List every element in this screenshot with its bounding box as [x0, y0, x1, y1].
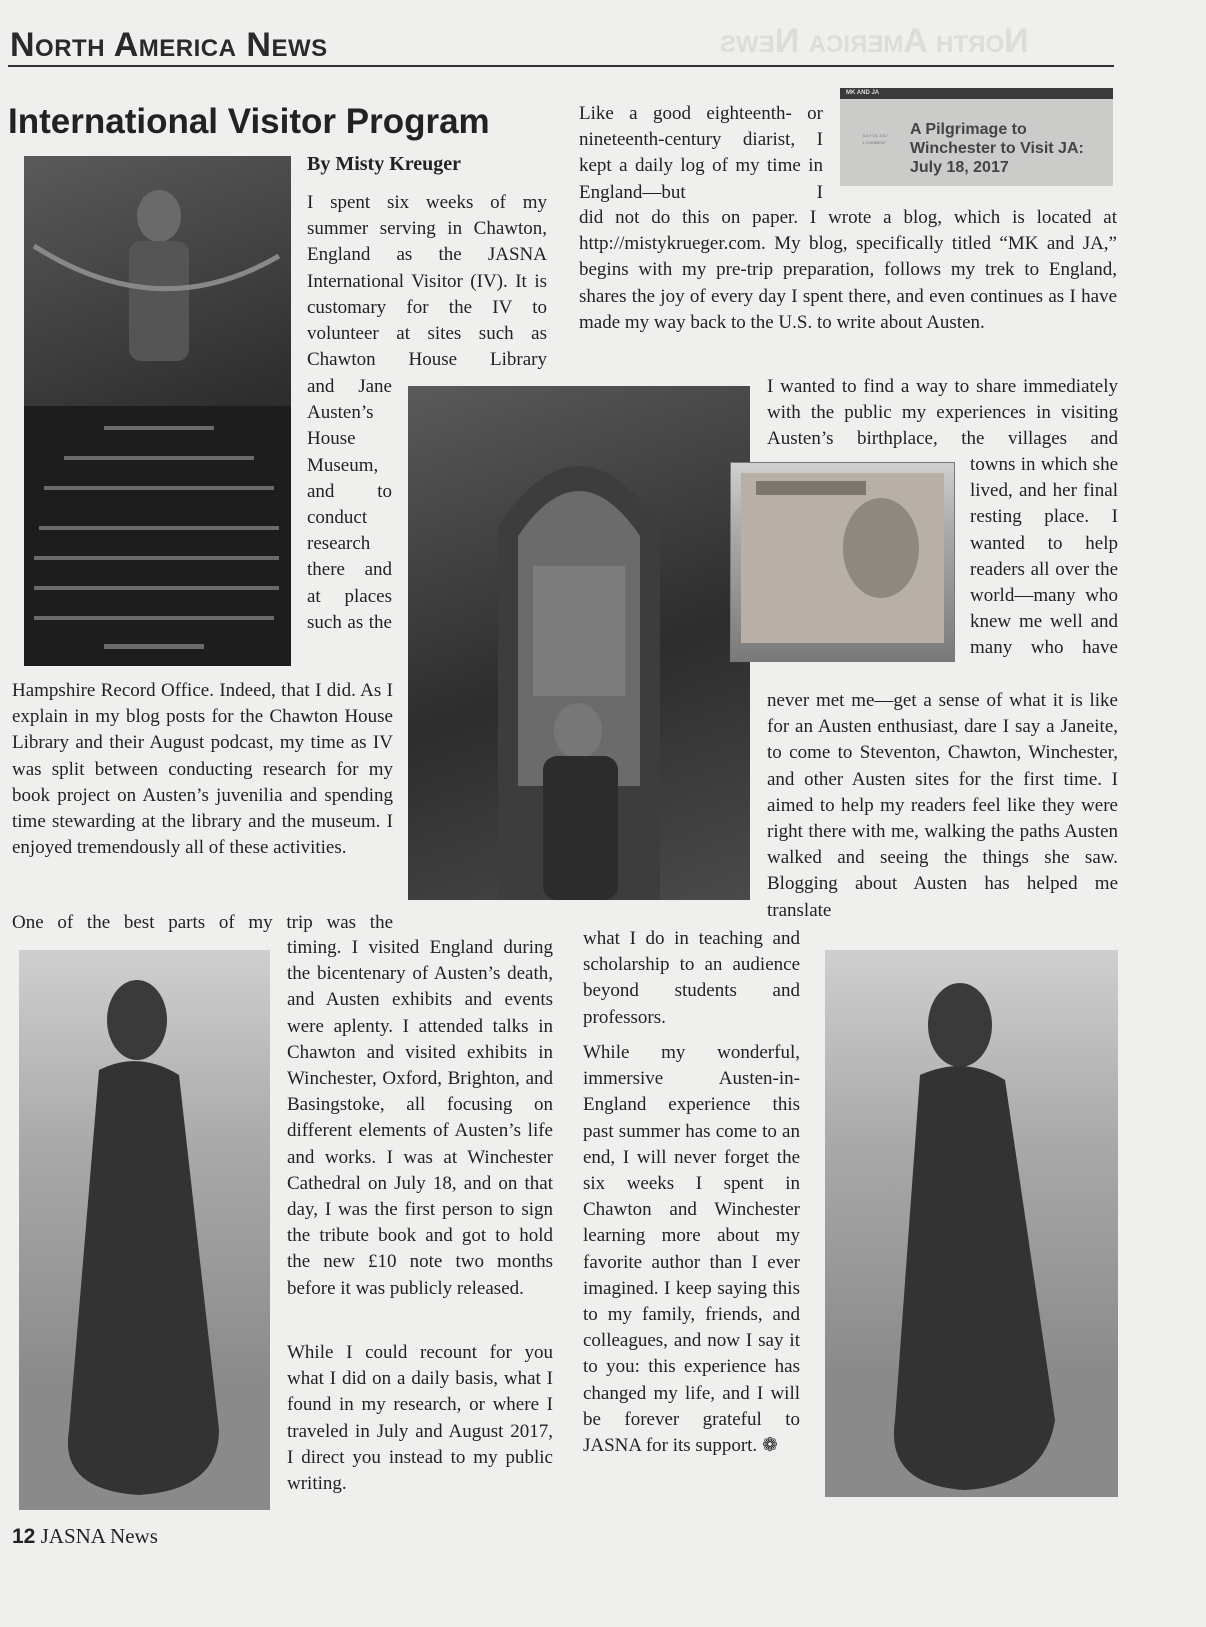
photo-austen-statue-right [825, 950, 1118, 1497]
body-text-b: Hampshire Record Office. Indeed, that I did. As I explain in my blog posts for the Chawton House Library and their August podcast, my time as IV was split between conducting research for my book project on Austen’s juvenilia and spending time stewarding at the library and the museum. I enjoyed tremendously all of these activities. [12, 680, 393, 859]
photo-austen-grave-ledger [24, 156, 291, 666]
byline: By Misty Kreuger [307, 153, 462, 175]
body-text-e1: I wanted to find a way to share immediately with the public my experiences in visiting Austen’s birthplace, the villages and [767, 376, 1118, 450]
blog-post-comments: 1 COMMENT [862, 140, 886, 145]
page-footer [12, 1524, 158, 1549]
blog-post-date: JULY 18, 2017 [862, 133, 889, 138]
article-headline: International Visitor Program [8, 102, 490, 141]
body-text-a2: and Jane Austen’s House Museum, and to conduct research there and at places such as the [307, 376, 392, 633]
blog-post-meta [862, 132, 888, 146]
grave-photo-illustration [24, 156, 291, 666]
cathedral-photo-illustration [408, 386, 750, 900]
body-text-d2: did not do this on paper. I wrote a blog, which is located at http://mistykrueger.com. My blog, specifically titled “MK and JA,” begins with my pre-trip preparation, follows my trek to England, shares the joy of every day I spent there, and even continues as I have made my way back to the U.S. to write about Austen. [579, 207, 1117, 333]
statue-left-illustration [19, 950, 270, 1510]
body-text-e2: towns in which she lived, and her final resting place. I wanted to help readers all over the world—many who knew me well and many who have [970, 454, 1118, 659]
bleed-through-title: North America News [720, 22, 1029, 60]
body-text-e3: never met me—get a sense of what it is like for an Austen enthusiast, dare I say a Janeite, to come to Steventon, Chawton, Winchester, and other Austen sites for the first time. I aimed to help my readers feel like they were right there with me, walking the paths Austen walked and seeing the things she saw. Blogging about Austen has helped me translate [767, 690, 1118, 921]
page-number: 12 [12, 1525, 36, 1548]
body-text-c1: One of the best parts of my trip was the [12, 912, 393, 933]
blog-header-bar: MK AND JA [840, 88, 1113, 99]
section-title: North America News [10, 26, 328, 64]
header-rule [8, 65, 1114, 67]
body-text-c2: timing. I visited England during the bicentenary of Austen’s death, and Austen exhibits and events were aplenty. I attended talks in Chawton and visited exhibits in Winchester, Oxford, Brighton, and Basingstoke, all focusing on different elements of Austen’s life and works. I was at Winchester Cathedral on July 18, and on that day, I was the first person to sign the tribute book and got to hold the new £10 note two months before it was publicly released. [287, 937, 553, 1299]
blog-post-screenshot [840, 88, 1113, 186]
body-text-c3: While I could recount for you what I did on a daily basis, what I found in my research, or where I traveled in July and August 2017, I direct you instead to my public writing. [287, 1342, 553, 1495]
body-text-d1: Like a good eighteenth- or nineteenth-century diarist, I kept a daily log of my time in England—but I [579, 103, 823, 203]
blog-post-title: A Pilgrimage to Winchester to Visit JA: July 18, 2017 [910, 121, 1084, 176]
end-mark-icon: ❁ [761, 1435, 778, 1457]
statue-right-illustration [825, 950, 1118, 1497]
photo-cathedral-memorial-window [408, 386, 750, 900]
body-text-a1: I spent six weeks of my summer serving in Chawton, England as the JASNA International Visitor (IV). It is customary for the IV to volunteer at sites such as Chawton House Library [307, 192, 547, 371]
photo-austen-statue-left [19, 950, 270, 1510]
body-text-f2 [583, 1040, 800, 1459]
body-text-f1: what I do in teaching and scholarship to an audience beyond students and professors. [583, 928, 800, 1028]
photo-ten-pound-note [730, 462, 955, 662]
banknote-illustration [731, 463, 954, 661]
closing-paragraph: While my wonderful, immersive Austen-in-England experience this past summer has come to an end, I will never forget the six weeks I spent in Chawton and Winchester learning more about my favorite author than I ever imagined. I keep saying this to my family, friends, and colleagues, and now I say it to you: this experience has changed my life, and I will be forever grateful to JASNA for its support. [583, 1042, 800, 1457]
publication-name: JASNA News [40, 1524, 158, 1548]
